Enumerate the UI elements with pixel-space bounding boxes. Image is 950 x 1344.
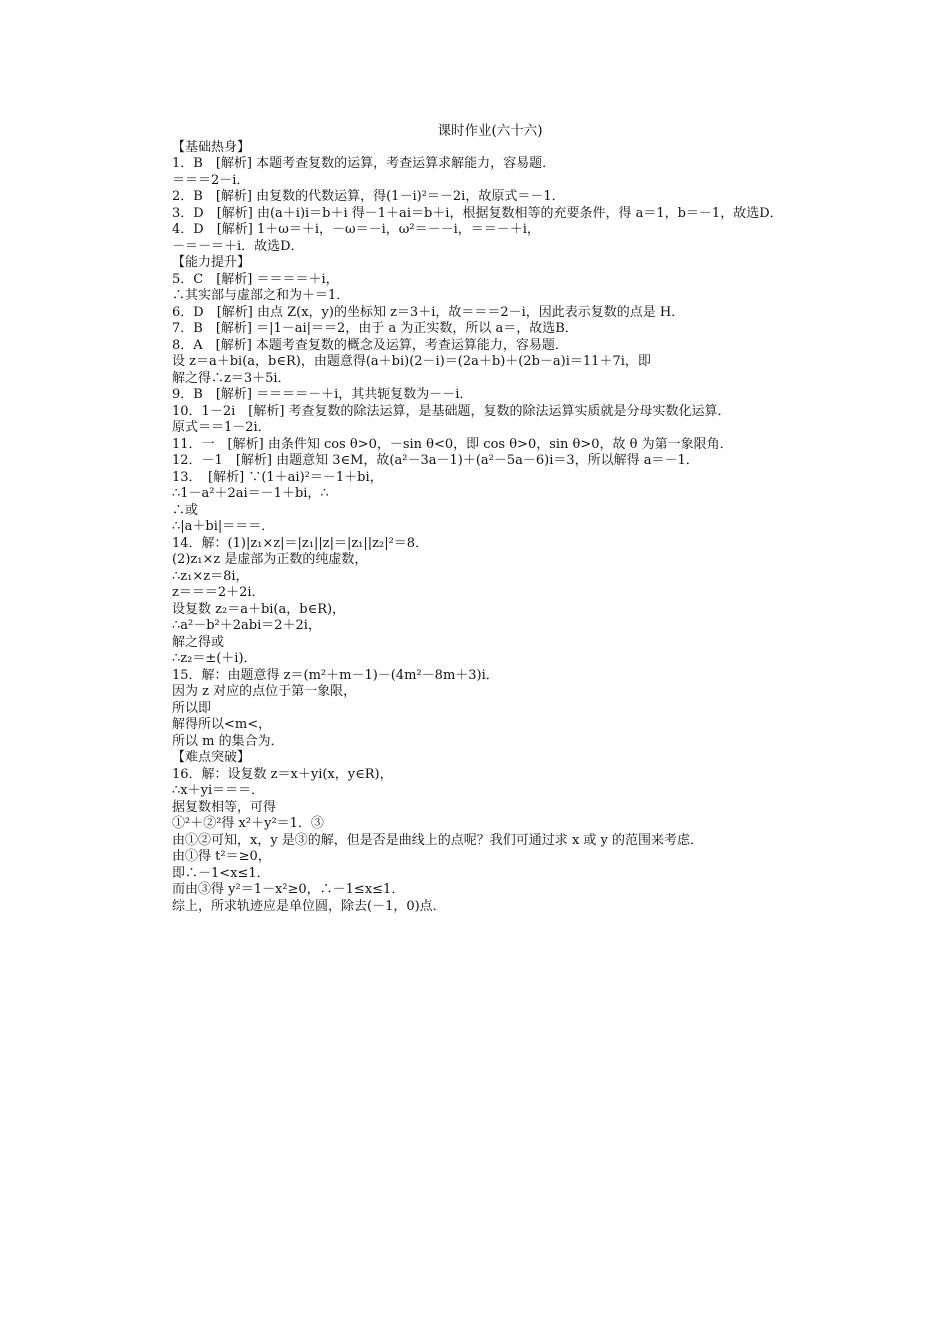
text-line: 设复数 z₂＝a＋bi(a，b∈R)， [172,601,346,617]
text-line: ∴或 [172,502,199,518]
text-line: 8．A [解析] 本题考查复数的概念及运算，考查运算能力，容易题． [172,337,568,353]
text-line: 即∴－1<x≤1． [172,865,270,881]
text-line: 而由③得 y²＝1－x²≥0，∴－1≤x≤1． [172,882,405,897]
text-line: 13． [解析] ∵(1＋ai)²＝－1＋bi， [172,469,383,485]
text-line: 11．一 [解析] 由条件知 cos θ>0，－sin θ<0，即 cos θ>0，sin θ>0，故 θ 为第一象限角． [172,436,733,452]
text-line: 12．－1 [解析] 由题意知 3∈M，故(a²－3a－1)＋(a²－5a－6)i＝3，所以解得 a＝－1． [172,453,699,468]
text-line: 原式＝＝1－2i． [172,420,271,435]
text-line: ∴|a＋bi|＝＝＝． [172,519,275,534]
text-line: 【基础热身】 [172,139,251,155]
text-line: 6．D [解析] 由点 Z(x，y)的坐标知 z＝3＋i，故＝＝＝2－i，因此表示复数的点是 H． [172,304,685,320]
text-line: －＝－＝＋i．故选D． [172,238,304,254]
text-line: 10．1－2i [解析] 考查复数的除法运算，是基础题，复数的除法运算实质就是分母实数化运算． [172,403,731,419]
text-line: 4．D [解析] 1＋ω＝＋i，－ω＝－i，ω²＝－－i，＝＝－＋i， [172,222,540,237]
text-line: 【能力提升】 [172,255,251,270]
text-line: 5．C [解析] ＝＝＝＝＋i， [172,271,339,287]
text-line: 1．B [解析] 本题考查复数的运算，考查运算求解能力，容易题． [172,156,556,171]
text-line: z＝＝＝2＋2i． [172,585,265,600]
text-line: 解之得或 [172,634,225,650]
text-line: 14．解：(1)|z₁×z|＝|z₁||z|＝|z₁||z₂|²＝8． [172,535,429,551]
text-line: 综上，所求轨迹应是单位圆，除去(－1，0)点． [172,898,446,914]
text-line: 2．B [解析] 由复数的代数运算，得(1－i)²＝－2i，故原式＝－1． [172,189,565,204]
text-line: ∴a²－b²＋2abi＝2＋2i， [172,618,321,633]
text-line: (2)z₁×z 是虚部为正数的纯虚数， [172,552,368,567]
text-line: 【难点突破】 [172,750,251,765]
text-line: 由①②可知，x，y 是③的解，但是否是曲线上的点呢？我们可通过求 x 或 y 的范围来考虑． [172,832,704,848]
text-line: ∴其实部与虚部之和为＋＝1． [172,288,350,303]
text-line: ∴x＋yi＝＝＝． [172,783,265,798]
text-line: ∴z₂＝±(＋i)． [172,651,257,666]
text-line: ①²＋②²得 x²＋y²＝1．③ [172,816,324,831]
text-line: 所以即 [172,700,212,716]
text-line: 所以 m 的集合为． [172,733,284,749]
text-line: 据复数相等，可得 [172,799,277,815]
text-line: 解之得∴z＝3＋5i． [172,370,291,386]
text-line: 解得所以<m<， [172,717,272,732]
text-line: ＝＝＝2－i． [172,172,250,188]
text-line: ∴z₁×z＝8i， [172,568,249,584]
text-line: 设 z＝a＋bi(a，b∈R)，由题意得(a＋bi)(2－i)＝(2a＋b)＋(2b－a)i＝11＋7i，即 [172,354,651,369]
text-line: 7．B [解析] ＝|1－ai|＝＝2，由于 a 为正实数，所以 a＝，故选B． [172,321,578,336]
text-line: ∴1－a²＋2ai＝－1＋bi，∴ [172,486,329,501]
text-line: 3．D [解析] 由(a＋i)i＝b＋i 得－1＋ai＝b＋i，根据复数相等的充要条件，得 a＝1，b＝－1，故选D． [172,205,783,221]
document-title: 课时作业(六十六) [437,123,543,139]
document-body [145,140,810,916]
text-line: 16．解：设复数 z＝x＋yi(x，y∈R)， [172,766,393,782]
text-line: 9．B [解析] ＝＝＝＝－＋i，其共轭复数为－－i． [172,387,473,402]
text-line: 15．解：由题意得 z＝(m²＋m－1)－(4m²－8m＋3)i． [172,667,499,683]
text-line: 因为 z 对应的点位于第一象限， [172,684,357,699]
text-line: 由①得 t²＝≥0， [172,849,271,864]
